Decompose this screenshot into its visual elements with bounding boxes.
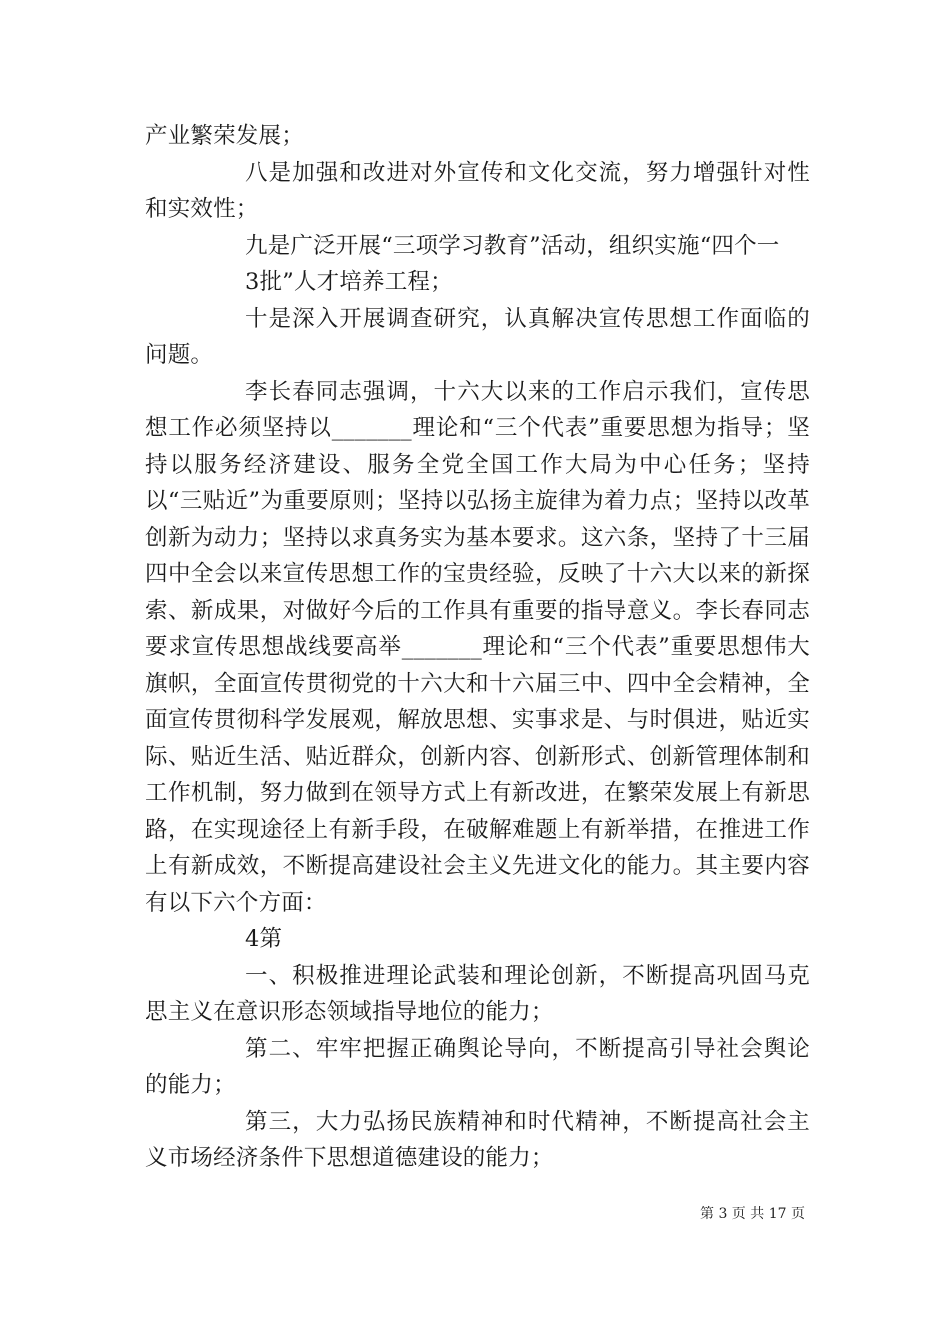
paragraph-point-two: 第二、牢牢把握正确舆论导向，不断提高引导社会舆论的能力； — [145, 1035, 810, 1098]
paragraph-point-three: 第三，大力弘扬民族精神和时代精神，不断提高社会主义市场经济条件下思想道德建设的能力； — [145, 1108, 810, 1171]
document-body — [145, 118, 810, 1177]
paragraph-section-marker: 4第 — [245, 926, 283, 952]
paragraph-item-ten: 十是深入开展调查研究，认真解决宣传思想工作面临的问题。 — [145, 305, 810, 368]
paragraph-main-speech: 李长春同志强调，十六大以来的工作启示我们，宣传思想工作必须坚持以_______理论和“三个代表”重要思想为指导；坚持以服务经济建设、服务全党全国工作大局为中心任务；坚持以“三贴近”为重要原则；坚持以弘扬主旋律为着力点；坚持以改革创新为动力；坚持以求真务实为基本要求。这六条，坚持了十三届四中全会以来宣传思想工作的宝贵经验，反映了十六大以来的新探索、新成果，对做好今后的工作具有重要的指导意义。李长春同志要求宣传思想战线要高举_______理论和“三个代表”重要思想伟大旗帜，全面宣传贯彻党的十六大和十六届三中、四中全会精神，全面宣传贯彻科学发展观，解放思想、实事求是、与时俱进，贴近实际、贴近生活、贴近群众，创新内容、创新形式、创新管理体制和工作机制，努力做到在领导方式上有新改进，在繁荣发展上有新思路，在实现途径上有新手段，在破解难题上有新举措，在推进工作上有新成效，不断提高建设社会主义先进文化的能力。其主要内容有以下六个方面： — [145, 378, 810, 916]
page-number-footer: 第 3 页 共 17 页 — [700, 1206, 805, 1222]
paragraph-point-one: 一、积极推进理论武装和理论创新，不断提高巩固马克思主义在意识形态领域指导地位的能力； — [145, 962, 810, 1025]
paragraph-item-nine-continued: 3批”人才培养工程； — [245, 269, 453, 295]
paragraph-item-nine: 九是广泛开展“三项学习教育”活动，组织实施“四个一 — [245, 232, 780, 259]
paragraph-item-eight: 八是加强和改进对外宣传和文化交流，努力增强针对性和实效性； — [145, 159, 810, 222]
paragraph-industry-prosperity: 产业繁荣发展； — [145, 123, 304, 149]
